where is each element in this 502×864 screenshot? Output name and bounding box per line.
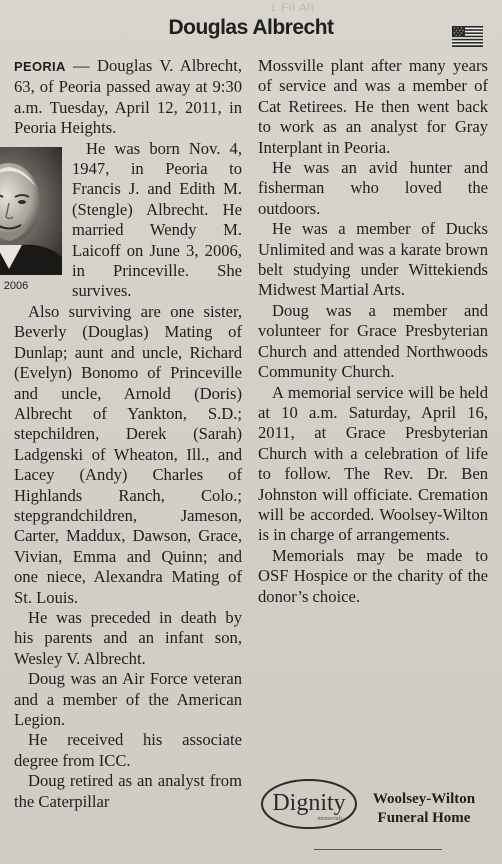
intro-text: — Douglas V. Albrecht, 63, of Peoria passed away at 9:30 a.m. Tuesday, April 12, 2011, in Peoria Heights. xyxy=(14,56,242,138)
paragraph-birth xyxy=(3,138,242,302)
funeral-home-name xyxy=(364,790,484,828)
bleed-through-text: 1 Fil Ali xyxy=(270,2,315,14)
dignity-logo-subtext: memorials xyxy=(317,816,343,822)
paragraph-career: Doug retired as an analyst from the Caterpillar xyxy=(14,771,242,811)
dateline: PEORIA xyxy=(14,59,66,74)
paragraph-survivors: Also surviving are one sister, Beverly (Douglas) Mating of Dunlap; aunt and uncle, Richard (Evelyn) Bonomo of Princeville and uncle, Arnold (Doris) Albrecht of Yankton, S.D.; stepchildren, Derek (Sarah) Ladgenski of Wheaton, Ill., and Lacey (Andy) Charles of Highlands Ranch, Colo.; stepgrandchildren, Jameson, Carter, Maddux, Dawson, Grace, Vivian, Emma and Quinn; and one niece, Alexandra Mating of St. Louis. xyxy=(14,301,242,607)
funeral-home-line1: Woolsey-Wilton xyxy=(372,791,476,807)
paragraph-veteran: Doug was an Air Force veteran and a member of the American Legion. xyxy=(14,669,242,729)
birth-text: He was born Nov. 4, 1947, in Peoria to Francis J. and Edith M. (Stengle) Albrecht. He married Wendy M. Laicoff on June 3, 2006, in Princeville. She survives. xyxy=(72,138,242,301)
paragraph-intro xyxy=(14,56,242,139)
bottom-rule xyxy=(314,849,442,850)
paragraph-service: A memorial service will be held at 10 a.m. Saturday, April 16, 2011, at Grace Presbyterian Church with a celebration of life to follow. The Rev. Dr. Ben Johnston will officiate. Cremation will be accorded. Woolsey-Wilton is in charge of arrangements. xyxy=(258,382,488,545)
paragraph-preceded: He was preceded in death by his parents and an infant son, Wesley V. Albrecht. xyxy=(14,607,242,668)
american-flag-icon xyxy=(452,26,483,47)
left-column xyxy=(3,56,242,812)
right-column xyxy=(258,56,488,607)
paragraph-memberships: He was a member of Ducks Unlimited and was a karate brown belt studying under Wittekiends Midwest Martial Arts. xyxy=(258,219,488,300)
paragraph-church: Doug was a member and volunteer for Grace Presbyterian Church and attended Northwoods Community Church. xyxy=(258,300,488,382)
portrait-image xyxy=(0,147,62,275)
paragraph-education: He received his associate degree from ICC. xyxy=(14,730,242,770)
funeral-home-line2: Funeral Home xyxy=(377,810,471,826)
portrait-photo xyxy=(0,147,62,295)
obituary-title: Douglas Albrecht xyxy=(168,16,334,39)
photo-caption: 2006 xyxy=(3,279,29,292)
dignity-logo-text: Dignity xyxy=(272,790,346,816)
paragraph-career-continued: Mossville plant after many years of service and was a member of Cat Retirees. He then went back to work as an analyst for Gray Interplant in Peoria. xyxy=(258,56,488,157)
paragraph-hobbies: He was an avid hunter and fisherman who loved the outdoors. xyxy=(258,158,488,218)
paragraph-memorials: Memorials may be made to OSF Hospice or the charity of the donor’s choice. xyxy=(258,545,488,606)
